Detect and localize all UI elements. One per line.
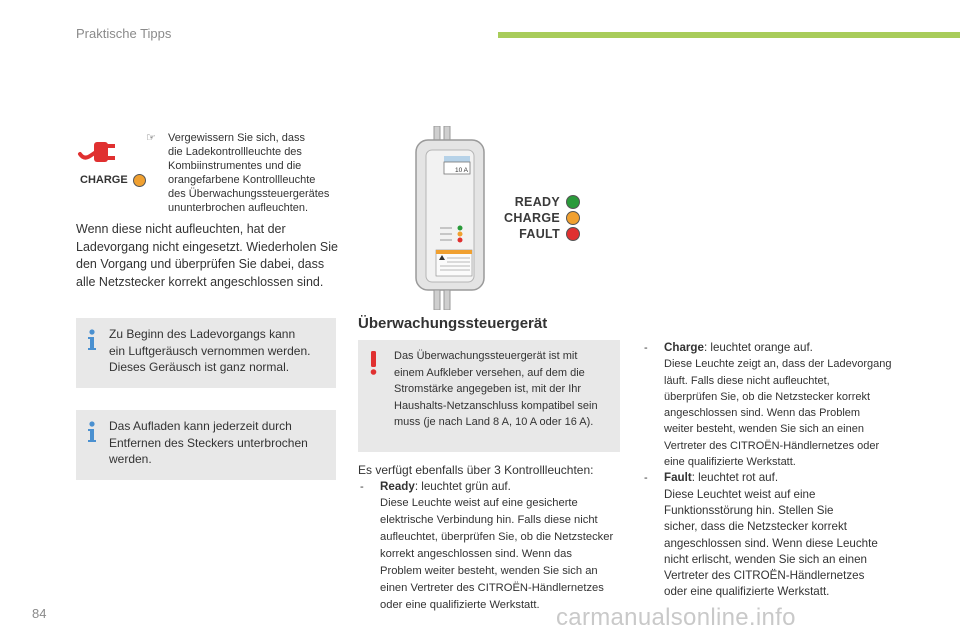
info-box-interrupt	[76, 410, 336, 480]
charge-first-line: : leuchtet orange auf.	[703, 341, 813, 354]
column-ready	[358, 462, 620, 614]
info-icon	[82, 328, 102, 352]
bullet-line: ununterbrochen aufleuchten.	[168, 202, 309, 214]
bullet-line: Kombiinstrumentes und die	[168, 160, 302, 172]
pointing-hand-icon: ☞	[146, 132, 156, 144]
fault-line: Funktionsstörung hin. Stellen Sie	[664, 503, 834, 517]
bullet-line: Vergewissern Sie sich, dass	[168, 132, 305, 144]
warning-line: Stromstärke angegeben ist, mit der Ihr	[394, 383, 582, 395]
fault-line: oder eine qualifizierte Werkstatt.	[664, 585, 830, 599]
fault-item: - Fault: leuchtet rot auf. Diese Leuchtet weist auf eine Funktionsstörung hin. Stellen Sie sicher, dass die Netzstecker korrekt angeschlossen sind. Wenn diese Leuchte nicht erlischt, wenden Sie sich an einen Vertreter des CITROËN-Händlernetzes oder eine qualifizierte Werkstatt.	[642, 470, 912, 600]
ready-line: Problem weiter besteht, wenden Sie sich an	[380, 565, 598, 578]
fault-first-line: : leuchtet rot auf.	[691, 471, 779, 485]
ready-line: aufleuchtet, überprüfen Sie, ob die Netzstecker	[380, 531, 614, 544]
info-line: Entfernen des Steckers unterbrochen	[109, 435, 308, 450]
paragraph-recharge-check	[76, 221, 338, 291]
paragraph-line: den Vorgang und überprüfen Sie dabei, dass	[76, 257, 325, 271]
page-number: 84	[32, 606, 47, 621]
fault-line: angeschlossen sind. Wenn diese Leuchte	[664, 536, 878, 550]
fault-line: sicher, dass die Netzstecker korrekt	[664, 520, 847, 534]
charge-line: überprüfen Sie, ob die Netzstecker korrekt	[664, 390, 871, 403]
charge-term: Charge	[664, 341, 704, 354]
info-icon	[82, 420, 102, 444]
ready-first-line: : leuchtet grün auf.	[414, 480, 511, 493]
warning-box-sticker	[358, 340, 620, 452]
bullet-line: des Überwachungssteuergerätes	[168, 188, 330, 200]
charge-line: Vertreter des CITROËN-Händlernetzes oder	[664, 439, 880, 452]
charge-label: CHARGE	[80, 174, 128, 186]
legend-ready	[515, 194, 580, 210]
legend-charge-label: CHARGE	[504, 211, 560, 225]
fault-term: Fault	[664, 471, 692, 485]
fault-line: Diese Leuchtet weist auf eine	[664, 487, 816, 501]
lights-intro: Es verfügt ebenfalls über 3 Kontrollleuchten:	[358, 463, 594, 477]
charge-line: angeschlossen sind. Wenn das Problem	[664, 407, 861, 420]
watermark: carmanualsonline.info	[556, 604, 796, 631]
control-unit-illustration	[400, 126, 500, 310]
charge-indicator-illustration	[76, 134, 150, 190]
charge-line: weiter besteht, wenden Sie sich an einen	[664, 423, 864, 436]
ready-item: - Ready: leuchtet grün auf. Diese Leuchte weist auf eine gesicherte elektrische Verbindung hin. Falls diese nicht aufleuchtet, überprüfen Sie, ob die Netzstecker korrekt angeschlossen sind. Wenn das Problem weiter besteht, wenden Sie sich an einen Vertreter des CITROËN-Händlernetzes oder eine qualifizierte Werkstatt.	[358, 479, 620, 614]
ready-line: Diese Leuchte weist auf eine gesicherte	[380, 497, 578, 510]
charge-item: - Charge: leuchtet orange auf. Diese Leuchte zeigt an, dass der Ladevorgang läuft. Falls diese nicht aufleuchtet, überprüfen Sie, ob die Netzstecker korrekt angeschlossen sind. Wenn das Problem weiter besteht, wenden Sie sich an einen Vertreter des CITROËN-Händlernetzes oder eine qualifizierte Werkstatt.	[642, 340, 912, 470]
charge-led-icon	[133, 174, 146, 187]
ready-line: oder eine qualifizierte Werkstatt.	[380, 599, 540, 612]
warning-line: Haushalts-Netzanschluss kompatibel sein	[394, 399, 598, 412]
charge-line: läuft. Falls diese nicht aufleuchtet,	[664, 374, 830, 387]
paragraph-line: Ladevorgang nicht eingesetzt. Wiederholen Sie	[76, 239, 338, 254]
legend-fault	[519, 226, 580, 242]
orange-led-icon	[566, 211, 580, 225]
red-led-icon	[566, 227, 580, 241]
info-line: Dieses Geräusch ist ganz normal.	[109, 360, 290, 374]
section-heading: Überwachungssteuergerät	[358, 315, 548, 332]
control-unit-icon	[400, 126, 500, 310]
info-line: Das Aufladen kann jederzeit durch	[109, 419, 292, 433]
warning-icon	[366, 350, 382, 376]
warning-line: Das Überwachungssteuergerät ist mit	[394, 350, 578, 362]
header-rule	[498, 32, 960, 38]
bullet-line: die Ladekontrollleuchte des	[168, 146, 302, 158]
charge-line: eine qualifizierte Werkstatt.	[664, 456, 796, 469]
info-line: Zu Beginn des Ladevorgangs kann	[109, 327, 296, 341]
ready-line: einen Vertreter des CITROËN-Händlernetzes	[380, 582, 604, 595]
legend-fault-label: FAULT	[519, 227, 560, 241]
fault-line: Vertreter des CITROËN-Händlernetzes	[664, 569, 865, 583]
device-rating: 10 A	[455, 167, 469, 174]
info-line: ein Luftgeräusch vernommen werden.	[109, 343, 311, 358]
bullet-line: orangefarbene Kontrollleuchte	[168, 174, 316, 186]
ready-term: Ready	[380, 480, 415, 493]
fault-line: nicht erlischt, wenden Sie sich an einen	[664, 552, 868, 566]
green-led-icon	[566, 195, 580, 209]
info-line: werden.	[109, 452, 152, 466]
warning-line: muss (je nach Land 8 A, 10 A oder 16 A).	[394, 416, 594, 428]
ready-line: elektrische Verbindung hin. Falls diese nicht	[380, 514, 598, 527]
charge-line: Diese Leuchte zeigt an, dass der Ladevorgang	[664, 358, 892, 371]
column-charge-fault	[642, 340, 912, 601]
info-box-noise	[76, 318, 336, 388]
ready-line: korrekt angeschlossen sind. Wenn das	[380, 548, 572, 561]
paragraph-line: alle Netzstecker korrekt angeschlossen sind.	[76, 274, 324, 289]
paragraph-line: Wenn diese nicht aufleuchten, hat der	[76, 222, 286, 236]
section-title: Praktische Tipps	[76, 26, 172, 41]
indicator-legend	[498, 190, 588, 246]
intro-bullet	[146, 131, 346, 215]
legend-charge	[504, 210, 580, 226]
warning-line: einem Aufkleber versehen, auf dem die	[394, 366, 585, 379]
legend-ready-label: READY	[514, 195, 560, 209]
